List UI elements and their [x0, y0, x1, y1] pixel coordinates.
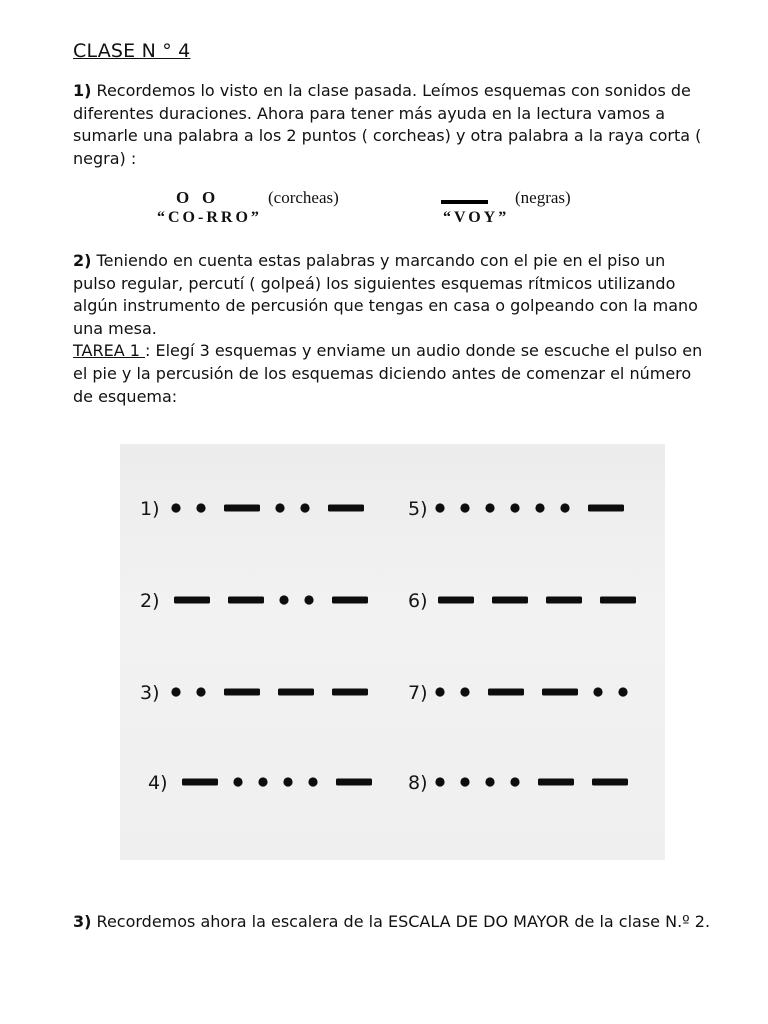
corchea-dot	[435, 503, 444, 512]
corchea-dot	[171, 503, 180, 512]
scheme-label: 5)	[408, 498, 428, 520]
task-label: TAREA 1	[73, 341, 145, 361]
corchea-dot	[196, 687, 205, 696]
section-2	[73, 250, 713, 408]
section-2-number: 2)	[73, 251, 92, 270]
negra-dash	[332, 689, 368, 696]
rhythm-schemes-drawing	[120, 444, 665, 860]
corchea-dot	[535, 503, 544, 512]
corchea-dot	[510, 503, 519, 512]
corchea-dot	[618, 687, 627, 696]
corchea-dot	[460, 687, 469, 696]
negra-dash	[174, 597, 210, 604]
section-1-number: 1)	[73, 81, 92, 100]
corcheas-word: “CO-RRO”	[157, 209, 262, 226]
rhythm-schemes-photo	[120, 444, 665, 860]
corchea-dot	[510, 777, 519, 786]
corchea-dot	[560, 503, 569, 512]
page-title: CLASE N ° 4	[73, 40, 191, 62]
section-1	[73, 80, 713, 170]
scheme-label: 4)	[148, 772, 168, 794]
corchea-dot	[460, 503, 469, 512]
negras-label: (negras)	[515, 188, 571, 207]
negra-line-symbol	[441, 200, 488, 204]
corchea-dot	[485, 777, 494, 786]
section-3	[73, 911, 713, 934]
corchea-dot	[171, 687, 180, 696]
scheme-label: 2)	[140, 590, 160, 612]
negra-dash	[224, 505, 260, 512]
corcheas-label: (corcheas)	[268, 188, 339, 207]
section-1-text: Recordemos lo visto en la clase pasada. Leímos esquemas con sonidos de diferentes duraciones. Ahora para tener más ayuda en la lectura vamos a sumarle una palabra a los 2 puntos ( corcheas) y otra palabra a la raya corta ( negra) :	[73, 81, 702, 168]
corchea-dot	[593, 687, 602, 696]
negra-dash	[224, 689, 260, 696]
negra-dash	[588, 505, 624, 512]
corchea-dot	[196, 503, 205, 512]
negra-dash	[278, 689, 314, 696]
negras-word: “VOY”	[443, 209, 510, 226]
negra-dash	[336, 779, 372, 786]
corchea-dot	[304, 595, 313, 604]
corchea-dot	[275, 503, 284, 512]
negra-dash	[438, 597, 474, 604]
negra-dash	[492, 597, 528, 604]
scheme-label: 3)	[140, 682, 160, 704]
negra-dash	[546, 597, 582, 604]
negra-dash	[328, 505, 364, 512]
scheme-label: 8)	[408, 772, 428, 794]
scheme-label: 7)	[408, 682, 428, 704]
corchea-dot	[258, 777, 267, 786]
corchea-dot	[308, 777, 317, 786]
negra-dash	[332, 597, 368, 604]
corchea-dot	[233, 777, 242, 786]
corchea-dot	[435, 687, 444, 696]
corchea-dot	[485, 503, 494, 512]
negra-dash	[228, 597, 264, 604]
negra-dash	[182, 779, 218, 786]
corcheas-symbol: O O	[176, 188, 216, 207]
section-2-text: Teniendo en cuenta estas palabras y marcando con el pie en el piso un pulso regular, percutí ( golpeá) los siguientes esquemas rítmicos utilizando algún instrumento de percusión que tengas en casa o golpeando con la mano una mesa.	[73, 251, 698, 338]
negra-dash	[488, 689, 524, 696]
corchea-dot	[279, 595, 288, 604]
negra-dash	[542, 689, 578, 696]
negra-dash	[538, 779, 574, 786]
section-3-text: Recordemos ahora la escalera de la ESCALA DE DO MAYOR de la clase N.º 2.	[91, 912, 711, 931]
task-text: : Elegí 3 esquemas y enviame un audio donde se escuche el pulso en el pie y la percusión de los esquemas diciendo antes de comenzar el número de esquema:	[73, 341, 703, 406]
negra-dash	[600, 597, 636, 604]
section-3-number: 3)	[73, 912, 92, 931]
corchea-dot	[283, 777, 292, 786]
scheme-label: 1)	[140, 498, 160, 520]
corchea-dot	[435, 777, 444, 786]
scheme-label: 6)	[408, 590, 428, 612]
negra-dash	[592, 779, 628, 786]
corchea-dot	[460, 777, 469, 786]
corchea-dot	[300, 503, 309, 512]
